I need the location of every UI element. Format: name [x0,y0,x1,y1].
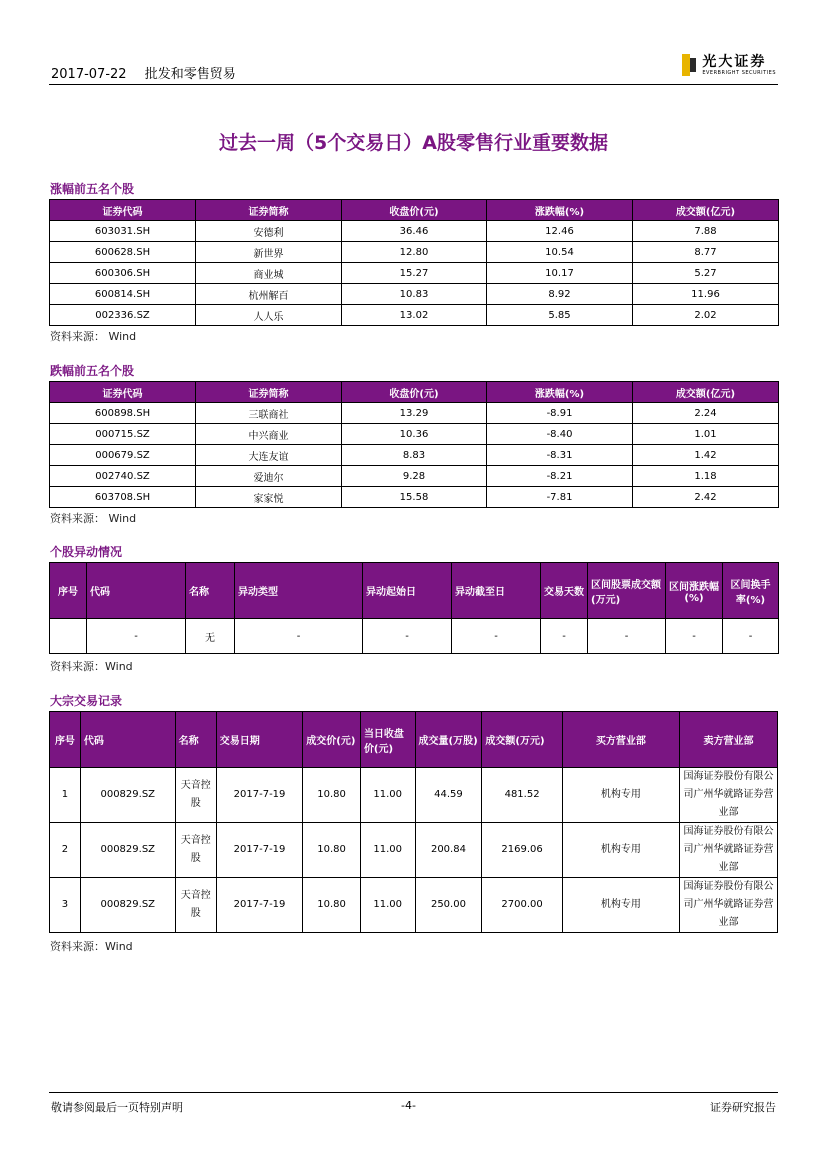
table-cell: - [235,619,363,654]
table-cell: 2169.06 [482,823,562,878]
column-header: 收盘价(元) [342,200,487,221]
table-cell: 12.80 [342,242,487,263]
table-cell: 2017-7-19 [216,768,302,823]
table-cell: 481.52 [482,768,562,823]
block-section-title: 大宗交易记录 [50,694,123,708]
gainers-section-title: 涨幅前五名个股 [50,182,135,196]
table-cell: 10.80 [303,823,361,878]
column-header: 卖方营业部 [680,712,778,768]
table-cell: 2 [50,823,81,878]
table-cell: 000829.SZ [80,878,175,933]
table-cell: 000679.SZ [50,445,196,466]
table-cell: 国海证券股份有限公司广州华就路证券营业部 [680,823,778,878]
table-cell: 2017-7-19 [216,823,302,878]
table-row [50,466,779,487]
table-cell: 600814.SH [50,284,196,305]
table-cell: 机构专用 [562,878,679,933]
gainers-table [49,199,779,326]
table-cell: 中兴商业 [196,424,342,445]
column-header: 当日收盘价(元) [360,712,415,768]
table-row [50,878,778,933]
column-header: 交易日期 [216,712,302,768]
company-logo [682,52,776,78]
table-cell: 2.42 [633,487,779,508]
column-header: 代码 [87,563,186,619]
table-cell: - [666,619,723,654]
table-cell: - [541,619,588,654]
gainers-source: 资料来源： Wind [50,330,137,343]
column-header: 异动类型 [235,563,363,619]
table-row [50,424,779,445]
logo-mark-icon [682,54,696,76]
page-footer [49,1092,778,1123]
table-cell: 天音控股 [175,768,216,823]
table-cell [50,619,87,654]
column-header: 区间股票成交额(万元) [588,563,666,619]
table-row [50,445,779,466]
table-cell: 2.24 [633,403,779,424]
table-cell: 10.36 [342,424,487,445]
column-header: 证券代码 [50,382,196,403]
table-cell: 11.00 [360,768,415,823]
table-cell: 603708.SH [50,487,196,508]
table-cell: - [723,619,779,654]
column-header: 交易天数 [541,563,588,619]
column-header: 成交额(亿元) [633,382,779,403]
column-header: 区间涨跌幅(%) [666,563,723,619]
table-cell: 2.02 [633,305,779,326]
column-header: 名称 [175,712,216,768]
column-header: 成交量(万股) [415,712,482,768]
block-trade-table [49,711,778,933]
table-cell: 1 [50,768,81,823]
column-header: 区间换手率(%) [723,563,779,619]
column-header: 成交价(元) [303,712,361,768]
abnormal-section-title: 个股异动情况 [50,545,123,559]
column-header: 序号 [50,563,87,619]
table-cell: 600628.SH [50,242,196,263]
table-cell: 002336.SZ [50,305,196,326]
table-cell: 10.83 [342,284,487,305]
table-cell: 13.02 [342,305,487,326]
table-row [50,619,779,654]
table-cell: -8.21 [487,466,633,487]
table-cell: 1.01 [633,424,779,445]
table-cell: 11.96 [633,284,779,305]
table-cell: - [452,619,541,654]
table-cell: 天音控股 [175,823,216,878]
table-cell: 603031.SH [50,221,196,242]
table-cell: 7.88 [633,221,779,242]
table-cell: - [588,619,666,654]
column-header: 涨跌幅(%) [487,382,633,403]
column-header: 代码 [80,712,175,768]
column-header: 买方营业部 [562,712,679,768]
abnormal-source: 资料来源：Wind [50,660,133,673]
table-cell: 家家悦 [196,487,342,508]
table-cell: 3 [50,878,81,933]
table-cell: 002740.SZ [50,466,196,487]
table-cell: 1.18 [633,466,779,487]
table-cell: 13.29 [342,403,487,424]
footer-report-type: 证券研究报告 [710,1101,776,1114]
column-header: 序号 [50,712,81,768]
footer-page-number: -4- [401,1099,416,1112]
table-cell: 44.59 [415,768,482,823]
losers-table [49,381,779,508]
table-cell: -8.91 [487,403,633,424]
column-header: 成交额(亿元) [633,200,779,221]
table-cell: 10.80 [303,878,361,933]
table-cell: 8.92 [487,284,633,305]
table-cell: 三联商社 [196,403,342,424]
table-cell: 机构专用 [562,823,679,878]
table-cell: - [87,619,186,654]
table-cell: 5.27 [633,263,779,284]
table-cell: 爱迪尔 [196,466,342,487]
table-cell: 5.85 [487,305,633,326]
column-header: 证券代码 [50,200,196,221]
header-meta [51,63,236,82]
table-cell: 10.54 [487,242,633,263]
table-cell: 8.77 [633,242,779,263]
table-cell: - [363,619,452,654]
table-cell: -7.81 [487,487,633,508]
table-cell: 11.00 [360,823,415,878]
table-cell: 国海证券股份有限公司广州华就路证券营业部 [680,768,778,823]
logo-english-name: EVERBRIGHT SECURITIES [702,69,776,76]
table-cell: 天音控股 [175,878,216,933]
table-row [50,305,779,326]
table-cell: 8.83 [342,445,487,466]
table-cell: 600898.SH [50,403,196,424]
table-cell: 杭州解百 [196,284,342,305]
table-cell: 机构专用 [562,768,679,823]
table-cell: 无 [186,619,235,654]
report-date: 2017-07-22 [51,67,127,82]
table-cell: 9.28 [342,466,487,487]
table-cell: 人人乐 [196,305,342,326]
industry-name: 批发和零售贸易 [144,67,236,82]
table-cell: -8.40 [487,424,633,445]
page-header [49,53,778,85]
table-cell: 12.46 [487,221,633,242]
table-cell: 商业城 [196,263,342,284]
abnormal-table [49,562,779,654]
table-cell: 大连友谊 [196,445,342,466]
column-header: 证券简称 [196,200,342,221]
table-cell: 15.58 [342,487,487,508]
table-cell: 2700.00 [482,878,562,933]
table-row [50,263,779,284]
table-cell: 新世界 [196,242,342,263]
table-cell: 200.84 [415,823,482,878]
column-header: 名称 [186,563,235,619]
block-source: 资料来源：Wind [50,940,133,953]
losers-source: 资料来源： Wind [50,512,137,525]
footer-disclaimer: 敬请参阅最后一页特别声明 [51,1101,183,1114]
logo-chinese-name: 光大证券 [702,53,767,70]
table-cell: 1.42 [633,445,779,466]
table-row [50,823,778,878]
table-cell: 2017-7-19 [216,878,302,933]
table-row [50,221,779,242]
column-header: 异动截至日 [452,563,541,619]
table-cell: 国海证券股份有限公司广州华就路证券营业部 [680,878,778,933]
column-header: 成交额(万元) [482,712,562,768]
table-cell: 250.00 [415,878,482,933]
table-cell: 安德利 [196,221,342,242]
table-cell: 10.17 [487,263,633,284]
column-header: 涨跌幅(%) [487,200,633,221]
table-row [50,487,779,508]
table-row [50,284,779,305]
table-cell: 15.27 [342,263,487,284]
column-header: 证券简称 [196,382,342,403]
table-cell: 000829.SZ [80,768,175,823]
column-header: 收盘价(元) [342,382,487,403]
table-cell: 10.80 [303,768,361,823]
page-title: 过去一周（5个交易日）A股零售行业重要数据 [219,132,608,154]
table-row [50,768,778,823]
table-cell: 600306.SH [50,263,196,284]
column-header: 异动起始日 [363,563,452,619]
table-cell: 11.00 [360,878,415,933]
table-cell: 000829.SZ [80,823,175,878]
losers-section-title: 跌幅前五名个股 [50,364,135,378]
table-cell: 000715.SZ [50,424,196,445]
table-row [50,403,779,424]
table-cell: 36.46 [342,221,487,242]
table-cell: -8.31 [487,445,633,466]
table-row [50,242,779,263]
